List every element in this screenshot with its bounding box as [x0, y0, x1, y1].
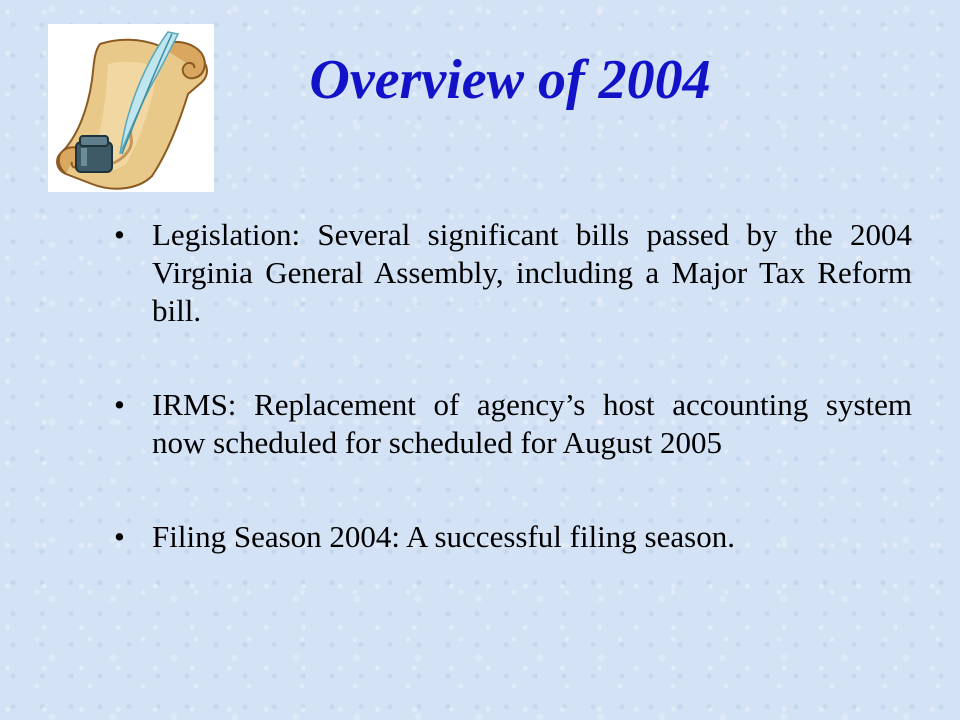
scroll-and-quill-icon [48, 24, 214, 192]
page-title: Overview of 2004 [309, 49, 711, 111]
list-item [112, 216, 912, 330]
bullet-text: Filing Season 2004: A successful filing season. [152, 519, 735, 554]
bullet-list [112, 216, 912, 556]
bullet-text: Legislation: Several significant bills passed by the 2004 Virginia General Assembly, including a Major Tax Reform bill. [152, 217, 912, 328]
bullet-marker: • [114, 387, 125, 422]
list-item [112, 518, 912, 556]
list-item [112, 386, 912, 462]
bullet-text: IRMS: Replacement of agency’s host accounting system now scheduled for scheduled for August 2005 [152, 387, 912, 460]
bullet-marker: • [114, 519, 125, 554]
bullet-marker: • [114, 217, 125, 252]
